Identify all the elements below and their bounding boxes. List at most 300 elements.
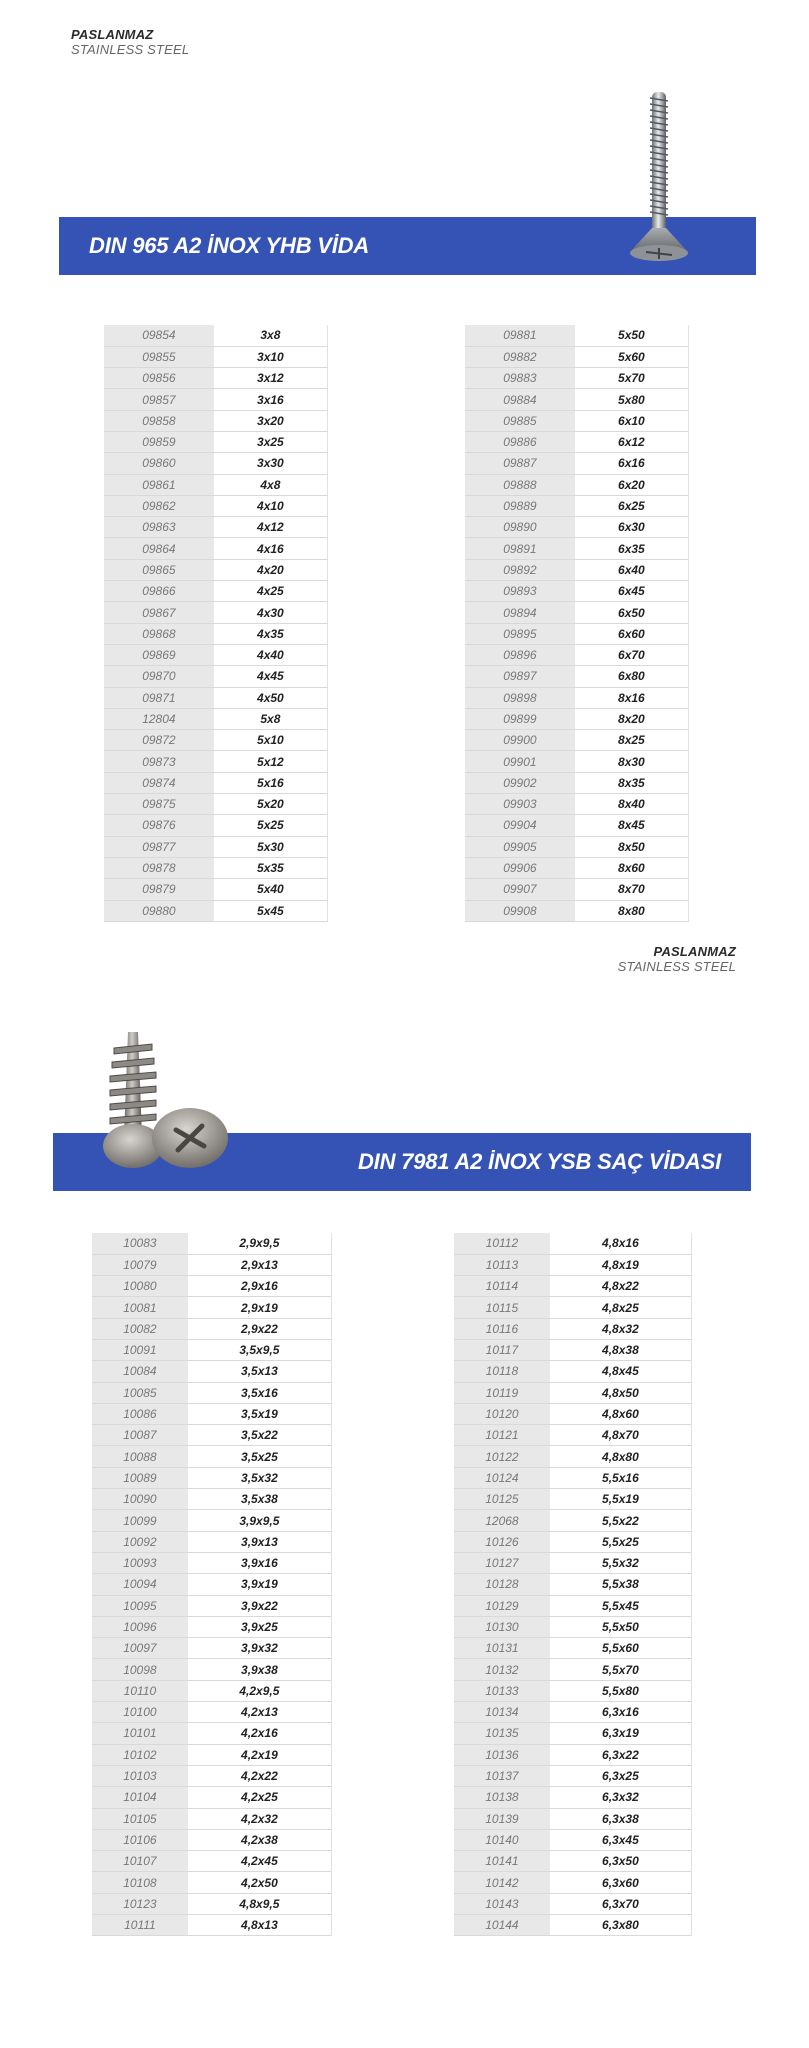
product-code: 10123: [92, 1893, 188, 1914]
table-row: [454, 1361, 692, 1382]
product-code: 10116: [454, 1318, 550, 1339]
screw-size: 4x10: [214, 495, 328, 516]
table-row: [104, 602, 328, 623]
table-row: [92, 1489, 332, 1510]
table-row: [465, 772, 689, 793]
screw-size: 5,5x45: [550, 1595, 692, 1616]
product-code: 10136: [454, 1744, 550, 1765]
screw-size: 6,3x32: [550, 1787, 692, 1808]
product-code: 10117: [454, 1339, 550, 1360]
screw-size: 5x8: [214, 708, 328, 729]
product-code: 10097: [92, 1638, 188, 1659]
product-code: 09898: [465, 687, 575, 708]
screw-size: 4,8x9,5: [188, 1893, 332, 1914]
section2-header: [618, 945, 736, 973]
product-code: 09895: [465, 623, 575, 644]
screw-size: 6x16: [575, 453, 689, 474]
screw-size: 3x20: [214, 410, 328, 431]
screw-size: 3x8: [214, 325, 328, 346]
product-code: 10112: [454, 1233, 550, 1254]
table-row: [104, 346, 328, 367]
table-row: [92, 1595, 332, 1616]
screw-size: 3,5x38: [188, 1489, 332, 1510]
table-row: [92, 1531, 332, 1552]
table-row: [92, 1829, 332, 1850]
screw-size: 4,2x9,5: [188, 1680, 332, 1701]
table-row: [104, 538, 328, 559]
product-code: 09878: [104, 857, 214, 878]
screw-size: 4,8x60: [550, 1403, 692, 1424]
screw-size: 8x16: [575, 687, 689, 708]
product-code: 09859: [104, 431, 214, 452]
product-code: 10122: [454, 1446, 550, 1467]
table-row: [92, 1787, 332, 1808]
product-code: 10119: [454, 1382, 550, 1403]
screw-size: 5x50: [575, 325, 689, 346]
table-row: [92, 1233, 332, 1254]
table-row: [454, 1893, 692, 1914]
screw-size: 4,8x80: [550, 1446, 692, 1467]
product-code: 10131: [454, 1638, 550, 1659]
product-code: 09877: [104, 836, 214, 857]
table-row: [92, 1680, 332, 1701]
product-code: 09905: [465, 836, 575, 857]
screw-size: 5x25: [214, 815, 328, 836]
table-row: [92, 1403, 332, 1424]
product-code: 09903: [465, 794, 575, 815]
screw-size: 4,8x16: [550, 1233, 692, 1254]
screw-size: 6,3x70: [550, 1893, 692, 1914]
screw-size: 3,9x13: [188, 1531, 332, 1552]
table-row: [92, 1382, 332, 1403]
table-row: [92, 1318, 332, 1339]
product-code: 09875: [104, 794, 214, 815]
table-row: [104, 474, 328, 495]
screw-size: 4x20: [214, 559, 328, 580]
product-code: 10099: [92, 1510, 188, 1531]
screw-size: 8x60: [575, 857, 689, 878]
product-code: 09874: [104, 772, 214, 793]
product-code: 09882: [465, 346, 575, 367]
screw-size: 4,2x16: [188, 1723, 332, 1744]
screw-size: 3,5x22: [188, 1425, 332, 1446]
table-row: [454, 1276, 692, 1297]
screw-size: 5x35: [214, 857, 328, 878]
screw-size: 8x80: [575, 900, 689, 921]
screw-size: 6x25: [575, 495, 689, 516]
screw-size: 4x16: [214, 538, 328, 559]
section1-table-right: [465, 325, 689, 922]
product-code: 09899: [465, 708, 575, 729]
product-code: 09907: [465, 879, 575, 900]
product-code: 10104: [92, 1787, 188, 1808]
table-row: [92, 1915, 332, 1936]
screw-size: 2,9x19: [188, 1297, 332, 1318]
screw-size: 6x70: [575, 644, 689, 665]
screw-size: 5x45: [214, 900, 328, 921]
screw-size: 4,8x38: [550, 1339, 692, 1360]
product-code: 09906: [465, 857, 575, 878]
product-code: 10108: [92, 1872, 188, 1893]
product-code: 10128: [454, 1574, 550, 1595]
screw-size: 4,8x22: [550, 1276, 692, 1297]
product-code: 09876: [104, 815, 214, 836]
product-code: 10141: [454, 1851, 550, 1872]
section2-header-line1: PASLANMAZ: [653, 944, 736, 959]
table-row: [465, 410, 689, 431]
product-code: 09901: [465, 751, 575, 772]
screw-size: 5x12: [214, 751, 328, 772]
table-row: [92, 1446, 332, 1467]
screw-size: 8x25: [575, 730, 689, 751]
screw-size: 6x40: [575, 559, 689, 580]
product-code: 09870: [104, 666, 214, 687]
table-row: [92, 1723, 332, 1744]
table-row: [454, 1489, 692, 1510]
product-code: 09857: [104, 389, 214, 410]
table-row: [104, 900, 328, 921]
product-code: 09863: [104, 517, 214, 538]
section1-header-line2: STAINLESS STEEL: [71, 42, 190, 57]
screw-size: 3,5x9,5: [188, 1339, 332, 1360]
screw-size: 4x25: [214, 581, 328, 602]
screw-size: 6x10: [575, 410, 689, 431]
screw-size: 5,5x50: [550, 1616, 692, 1637]
table-row: [454, 1680, 692, 1701]
table-row: [92, 1872, 332, 1893]
product-code: 10081: [92, 1297, 188, 1318]
screw-size: 3,5x13: [188, 1361, 332, 1382]
product-code: 09861: [104, 474, 214, 495]
product-code: 10090: [92, 1489, 188, 1510]
screw-size: 4,2x19: [188, 1744, 332, 1765]
table-row: [104, 368, 328, 389]
product-code: 09866: [104, 581, 214, 602]
screw-size: 4,8x19: [550, 1254, 692, 1275]
product-code: 09879: [104, 879, 214, 900]
screw-size: 2,9x9,5: [188, 1233, 332, 1254]
product-code: 09902: [465, 772, 575, 793]
table-row: [92, 1552, 332, 1573]
table-row: [454, 1851, 692, 1872]
product-code: 09889: [465, 495, 575, 516]
table-row: [454, 1616, 692, 1637]
product-code: 09855: [104, 346, 214, 367]
screw-size: 4,2x38: [188, 1829, 332, 1850]
screw-size: 5,5x60: [550, 1638, 692, 1659]
product-code: 09886: [465, 431, 575, 452]
product-code: 10084: [92, 1361, 188, 1382]
product-code: 09883: [465, 368, 575, 389]
table-row: [465, 325, 689, 346]
table-row: [104, 708, 328, 729]
product-code: 10143: [454, 1893, 550, 1914]
product-code: 10127: [454, 1552, 550, 1573]
screw-size: 3,5x32: [188, 1467, 332, 1488]
product-code: 10100: [92, 1702, 188, 1723]
screw-size: 4,2x45: [188, 1851, 332, 1872]
screw-size: 5,5x16: [550, 1467, 692, 1488]
table-row: [104, 857, 328, 878]
section1-header: [71, 28, 189, 56]
product-code: 09858: [104, 410, 214, 431]
product-code: 10079: [92, 1254, 188, 1275]
table-row: [92, 1638, 332, 1659]
screw-size: 4x30: [214, 602, 328, 623]
section2-header-line2: STAINLESS STEEL: [617, 959, 736, 974]
product-code: 09867: [104, 602, 214, 623]
screw-size: 4x40: [214, 644, 328, 665]
product-code: 10087: [92, 1425, 188, 1446]
table-row: [465, 517, 689, 538]
product-code: 10124: [454, 1467, 550, 1488]
product-code: 10083: [92, 1233, 188, 1254]
screw-size: 6,3x60: [550, 1872, 692, 1893]
screw-size: 5x30: [214, 836, 328, 857]
table-row: [104, 879, 328, 900]
table-row: [465, 368, 689, 389]
product-code: 10080: [92, 1276, 188, 1297]
product-code: 10093: [92, 1552, 188, 1573]
screw-size: 3,9x25: [188, 1616, 332, 1637]
screw-size: 3,5x16: [188, 1382, 332, 1403]
screw-size: 3x12: [214, 368, 328, 389]
product-code: 10118: [454, 1361, 550, 1382]
table-row: [92, 1744, 332, 1765]
product-code: 10103: [92, 1765, 188, 1786]
screw-size: 4,8x70: [550, 1425, 692, 1446]
screw-size: 4,2x13: [188, 1702, 332, 1723]
product-code: 09868: [104, 623, 214, 644]
table-row: [92, 1467, 332, 1488]
screw-size: 3,9x22: [188, 1595, 332, 1616]
table-row: [454, 1233, 692, 1254]
table-row: [92, 1276, 332, 1297]
screw-size: 5x16: [214, 772, 328, 793]
product-code: 10139: [454, 1808, 550, 1829]
table-row: [92, 1808, 332, 1829]
screw-size: 3,9x38: [188, 1659, 332, 1680]
product-code: 10089: [92, 1467, 188, 1488]
table-row: [465, 474, 689, 495]
product-code: 09864: [104, 538, 214, 559]
table-row: [92, 1574, 332, 1595]
table-row: [104, 687, 328, 708]
product-code: 09885: [465, 410, 575, 431]
product-code: 10088: [92, 1446, 188, 1467]
screw-size: 5,5x22: [550, 1510, 692, 1531]
table-row: [454, 1339, 692, 1360]
table-row: [465, 815, 689, 836]
countersunk-screw-icon: [628, 88, 692, 266]
screw-size: 8x45: [575, 815, 689, 836]
table-row: [104, 453, 328, 474]
product-code: 09893: [465, 581, 575, 602]
product-code: 10114: [454, 1276, 550, 1297]
table-row: [454, 1659, 692, 1680]
table-row: [465, 495, 689, 516]
section2-table-left: [92, 1233, 332, 1936]
section2-banner-title: DIN 7981 A2 İNOX YSB SAÇ VİDASI: [357, 1149, 721, 1174]
screw-size: 5x80: [575, 389, 689, 410]
table-row: [104, 389, 328, 410]
product-code: 09865: [104, 559, 214, 580]
screw-size: 4x12: [214, 517, 328, 538]
product-code: 12068: [454, 1510, 550, 1531]
table-row: [454, 1787, 692, 1808]
screw-size: 8x30: [575, 751, 689, 772]
screw-size: 2,9x22: [188, 1318, 332, 1339]
screw-size: 5x70: [575, 368, 689, 389]
table-row: [454, 1510, 692, 1531]
section2-table-right: [454, 1233, 692, 1936]
table-row: [104, 815, 328, 836]
table-row: [465, 730, 689, 751]
product-code: 10106: [92, 1829, 188, 1850]
screw-size: 3,5x25: [188, 1446, 332, 1467]
screw-size: 3,9x32: [188, 1638, 332, 1659]
product-code: 10110: [92, 1680, 188, 1701]
screw-size: 6x20: [575, 474, 689, 495]
table-row: [454, 1915, 692, 1936]
screw-size: 6x35: [575, 538, 689, 559]
product-code: 09890: [465, 517, 575, 538]
table-row: [465, 900, 689, 921]
product-code: 10115: [454, 1297, 550, 1318]
screw-size: 6,3x16: [550, 1702, 692, 1723]
table-row: [454, 1552, 692, 1573]
screw-size: 5x10: [214, 730, 328, 751]
section1-banner-title: DIN 965 A2 İNOX YHB VİDA: [89, 233, 370, 258]
product-code: 10142: [454, 1872, 550, 1893]
screw-size: 8x70: [575, 879, 689, 900]
screw-size: 6,3x19: [550, 1723, 692, 1744]
table-row: [465, 687, 689, 708]
table-row: [104, 751, 328, 772]
product-code: 09881: [465, 325, 575, 346]
table-row: [454, 1723, 692, 1744]
table-row: [465, 623, 689, 644]
table-row: [104, 581, 328, 602]
table-row: [104, 410, 328, 431]
table-row: [465, 666, 689, 687]
product-code: 09888: [465, 474, 575, 495]
product-code: 09873: [104, 751, 214, 772]
product-code: 10133: [454, 1680, 550, 1701]
screw-size: 3x30: [214, 453, 328, 474]
table-row: [454, 1446, 692, 1467]
screw-size: 6x60: [575, 623, 689, 644]
screw-size: 5,5x80: [550, 1680, 692, 1701]
product-code: 09884: [465, 389, 575, 410]
screw-size: 6,3x50: [550, 1851, 692, 1872]
screw-size: 4,2x25: [188, 1787, 332, 1808]
screw-size: 2,9x13: [188, 1254, 332, 1275]
product-code: 10130: [454, 1616, 550, 1637]
table-row: [465, 346, 689, 367]
table-row: [465, 453, 689, 474]
table-row: [465, 602, 689, 623]
table-row: [454, 1829, 692, 1850]
table-row: [454, 1702, 692, 1723]
screw-size: 4x8: [214, 474, 328, 495]
product-code: 09880: [104, 900, 214, 921]
screw-size: 4,2x22: [188, 1765, 332, 1786]
table-row: [104, 836, 328, 857]
product-code: 09908: [465, 900, 575, 921]
section1-table-left: [104, 325, 328, 922]
table-row: [92, 1659, 332, 1680]
table-row: [465, 836, 689, 857]
product-code: 10137: [454, 1765, 550, 1786]
table-row: [454, 1425, 692, 1446]
screw-size: 5x20: [214, 794, 328, 815]
product-code: 10138: [454, 1787, 550, 1808]
table-row: [92, 1361, 332, 1382]
table-row: [465, 538, 689, 559]
product-code: 10126: [454, 1531, 550, 1552]
table-row: [104, 495, 328, 516]
screw-size: 4x45: [214, 666, 328, 687]
table-row: [465, 708, 689, 729]
screw-size: 6x50: [575, 602, 689, 623]
table-row: [454, 1808, 692, 1829]
table-row: [454, 1638, 692, 1659]
product-code: 10120: [454, 1403, 550, 1424]
table-row: [465, 559, 689, 580]
table-row: [92, 1893, 332, 1914]
screw-size: 8x50: [575, 836, 689, 857]
product-code: 10085: [92, 1382, 188, 1403]
product-code: 09854: [104, 325, 214, 346]
product-code: 09896: [465, 644, 575, 665]
product-code: 10113: [454, 1254, 550, 1275]
screw-size: 8x40: [575, 794, 689, 815]
table-row: [92, 1254, 332, 1275]
screw-size: 5,5x32: [550, 1552, 692, 1573]
table-row: [454, 1595, 692, 1616]
table-row: [454, 1744, 692, 1765]
product-code: 10135: [454, 1723, 550, 1744]
product-code: 10121: [454, 1425, 550, 1446]
product-code: 10091: [92, 1339, 188, 1360]
screw-size: 5,5x25: [550, 1531, 692, 1552]
product-code: 12804: [104, 708, 214, 729]
screw-size: 6x12: [575, 431, 689, 452]
table-row: [92, 1765, 332, 1786]
screw-size: 4,8x13: [188, 1915, 332, 1936]
table-row: [454, 1318, 692, 1339]
table-row: [92, 1702, 332, 1723]
screw-size: 3,9x19: [188, 1574, 332, 1595]
screw-size: 4x50: [214, 687, 328, 708]
screw-size: 6,3x45: [550, 1829, 692, 1850]
screw-size: 3,5x19: [188, 1403, 332, 1424]
table-row: [104, 644, 328, 665]
table-row: [465, 581, 689, 602]
product-code: 09897: [465, 666, 575, 687]
table-row: [454, 1765, 692, 1786]
table-row: [104, 772, 328, 793]
product-code: 10105: [92, 1808, 188, 1829]
screw-size: 2,9x16: [188, 1276, 332, 1297]
product-code: 10092: [92, 1531, 188, 1552]
product-code: 10134: [454, 1702, 550, 1723]
table-row: [454, 1872, 692, 1893]
screw-size: 8x20: [575, 708, 689, 729]
screw-size: 4,8x45: [550, 1361, 692, 1382]
product-code: 10086: [92, 1403, 188, 1424]
